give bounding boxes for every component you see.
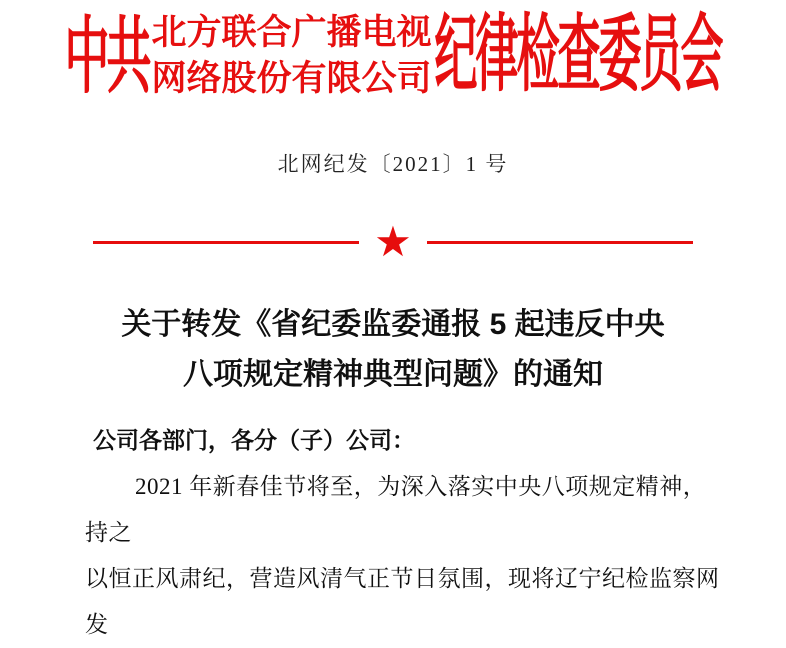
letterhead-suffix: 纪律检查委员会 xyxy=(434,8,722,102)
letterhead xyxy=(0,10,786,102)
letterhead-prefix: 中共 xyxy=(64,8,149,104)
star-icon: ★ xyxy=(374,217,412,266)
letterhead-org-name xyxy=(152,10,432,102)
divider-line-right xyxy=(427,241,693,244)
letterhead-org-line2: 网络股份有限公司 xyxy=(151,59,432,98)
red-divider xyxy=(0,217,786,266)
letterhead-org-line1: 北方联合广播电视 xyxy=(151,13,432,52)
salutation: 公司各部门，各分（子）公司： xyxy=(93,428,415,453)
body-paragraph-line2: 以恒正风肃纪，营造风清气正节日氛围，现将辽宁纪检监察网发 xyxy=(85,566,720,637)
body-paragraph xyxy=(85,464,720,648)
divider-line-left xyxy=(93,241,359,244)
body-paragraph-line1: 2021 年新春佳节将至，为深入落实中央八项规定精神，持之 xyxy=(85,474,707,545)
document-title-line2: 八项规定精神典型问题》的通知 xyxy=(183,358,603,391)
document-title-line1: 关于转发《省纪委监委通报 5 起违反中央 xyxy=(121,308,665,341)
document-page xyxy=(0,8,786,637)
document-title xyxy=(0,300,786,400)
document-number: 北网纪发〔2021〕1 号 xyxy=(277,152,509,176)
